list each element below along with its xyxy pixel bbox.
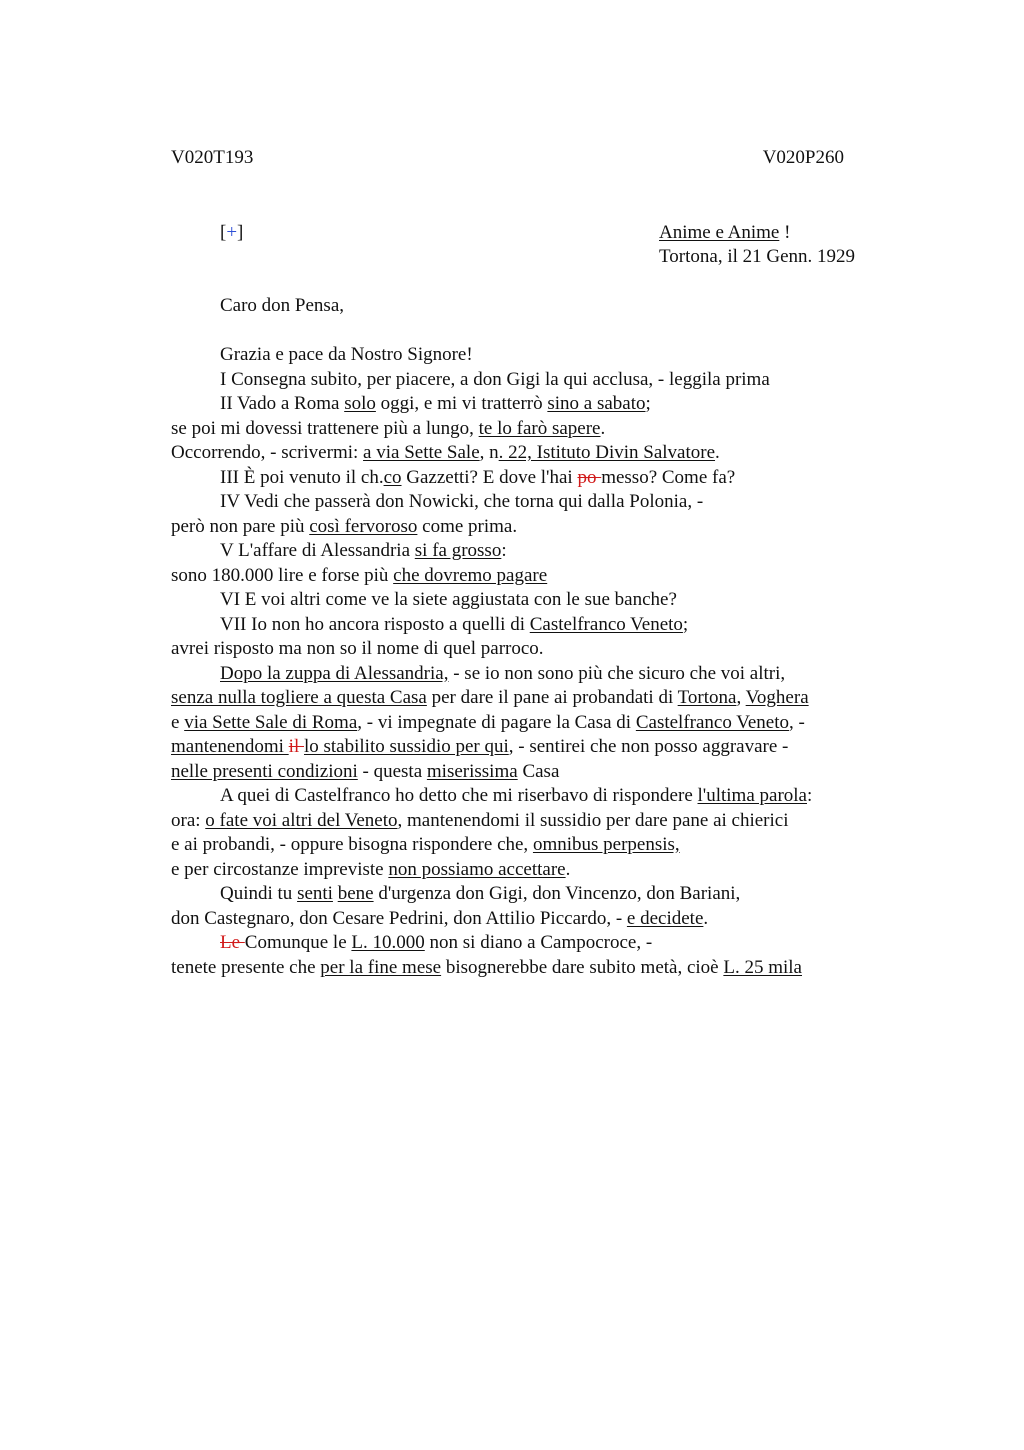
text-segment: VI E voi altri come ve la siete aggiustata con le sue banche? [220, 589, 677, 610]
underlined-text: Tortona [677, 687, 737, 708]
text-segment: ora: [171, 809, 206, 831]
underlined-text: non possiamo accettare [388, 858, 566, 880]
underlined-text: lo stabilito sussidio per qui [303, 736, 509, 757]
underlined-text: o fate voi altri del Veneto [205, 809, 398, 831]
underlined-text: co [383, 466, 402, 488]
underlined-text: nelle presenti condizioni [171, 760, 358, 782]
text-segment: : [501, 540, 507, 561]
cross-close-bracket: ] [237, 222, 244, 243]
letter-heading [659, 221, 855, 269]
letter-line [171, 809, 881, 834]
letter-line [171, 515, 881, 540]
letter-line [171, 833, 881, 858]
text-segment: sono 180.000 lire e forse più [171, 564, 394, 586]
underlined-text: miserissima [426, 760, 518, 782]
header-left-code: V020T193 [171, 147, 254, 168]
text-segment: - se io non sono più che sicuro che voi altri, [448, 662, 786, 684]
letter-line [171, 784, 881, 809]
text-segment: , mantenendomi il sussidio per dare pane ai chierici [397, 809, 789, 831]
underlined-text: omnibus perpensis, [532, 834, 680, 855]
underlined-text: bene [337, 883, 374, 904]
letter-line [171, 907, 881, 932]
text-segment: . [715, 442, 720, 463]
text-segment: ; [645, 393, 651, 414]
letter-line [171, 711, 881, 736]
text-segment: II Vado a Roma [220, 393, 345, 414]
text-segment: e ai probandi, - oppure bisogna rispondere che, [171, 834, 533, 855]
text-segment: però non pare più [171, 515, 310, 537]
text-segment: come prima. [417, 515, 518, 537]
text-segment: bisognerebbe dare subito metà, cioè [441, 956, 724, 978]
text-segment: se poi mi dovessi trattenere più a lungo, [171, 417, 479, 439]
deleted-text: Le [220, 932, 245, 953]
letter-line [171, 735, 881, 760]
text-segment: per dare il pane ai probandati di [426, 687, 678, 708]
text-segment: Quindi tu [220, 883, 298, 904]
letter-line [171, 931, 881, 956]
text-segment: . [703, 907, 709, 929]
motto-suffix: ! [779, 222, 791, 243]
text-segment: ; [682, 613, 689, 635]
text-segment: A quei di Castelfranco ho detto che mi riserbavo di rispondere [220, 785, 698, 806]
text-segment: , [736, 687, 746, 708]
letter-line [171, 343, 881, 368]
text-segment: , - [789, 711, 805, 733]
letter-line [171, 882, 881, 907]
letter-line [171, 417, 881, 442]
text-segment: e per circostanze impreviste [171, 858, 389, 880]
underlined-text: l'ultima parola [697, 785, 807, 806]
letter-line [171, 441, 881, 466]
text-segment: Occorrendo, - scrivermi: [171, 442, 364, 463]
letter-line [171, 539, 881, 564]
underlined-text: L. 10.000 [351, 932, 425, 953]
underlined-text: via Sette Sale di Roma [184, 711, 358, 733]
text-segment: Gazzetti? E dove l'hai [401, 466, 578, 488]
text-segment: don Castegnaro, don Cesare Pedrini, don Attilio Piccardo, - [171, 907, 627, 929]
text-segment: d'urgenza don Gigi, don Vincenzo, don Bariani, [373, 883, 741, 904]
cross-plus-icon: + [226, 222, 238, 243]
motto-line [659, 221, 855, 245]
letter-line [171, 613, 881, 638]
salutation: Caro don Pensa, [220, 295, 345, 316]
letter-line [171, 392, 881, 417]
letter-line [171, 466, 881, 491]
letter-line [171, 760, 881, 785]
text-segment: IV Vedi che passerà don Nowicki, che torna qui dalla Polonia, - [220, 491, 704, 512]
deleted-text: il [288, 736, 304, 757]
letter-body [171, 343, 881, 980]
text-segment: , n [479, 442, 499, 463]
text-segment: messo? Come fa? [601, 466, 736, 488]
text-segment: e [171, 711, 185, 733]
letter-line [171, 368, 881, 393]
underlined-text: . 22, Istituto Divin Salvatore [498, 442, 716, 463]
motto: Anime e Anime [659, 222, 780, 243]
letter-line [171, 637, 881, 662]
letter-line [171, 588, 881, 613]
text-segment: Comunque le [244, 932, 352, 953]
text-segment: Casa [517, 760, 560, 782]
underlined-text: te lo farò sapere [478, 417, 601, 439]
text-segment: tenete presente che [171, 956, 321, 978]
text-segment: avrei risposto ma non so il nome di quel parroco. [171, 638, 544, 659]
header-right-code: V020P260 [762, 147, 844, 168]
text-segment: : [807, 785, 813, 806]
text-segment: - questa [357, 760, 427, 782]
underlined-text: Voghera [745, 687, 809, 708]
underlined-text: e decidete [626, 907, 704, 929]
underlined-text: così fervoroso [309, 515, 418, 537]
underlined-text: per la fine mese [320, 956, 442, 978]
letter-line [171, 956, 881, 981]
underlined-text: senti [297, 883, 333, 904]
cross-mark [220, 221, 243, 245]
letter-line [171, 564, 881, 589]
underlined-text: sino a sabato [547, 393, 646, 414]
underlined-text: Dopo la zuppa di Alessandria, [220, 662, 449, 684]
underlined-text: Castelfranco Veneto [529, 613, 683, 635]
letter-line [171, 490, 881, 515]
deleted-text: po [577, 466, 602, 488]
underlined-text: solo [344, 393, 376, 414]
underlined-text: mantenendomi [171, 736, 289, 757]
underlined-text: Castelfranco Veneto [635, 711, 790, 733]
cross-open-bracket: [ [220, 222, 227, 243]
text-segment: , - vi impegnate di pagare la Casa di [357, 711, 636, 733]
text-segment: . [600, 417, 606, 439]
text-segment: III È poi venuto il ch. [220, 466, 384, 488]
text-segment: V L'affare di Alessandria [220, 540, 415, 561]
letter-line [171, 686, 881, 711]
text-segment: , - sentirei che non posso aggravare - [508, 736, 789, 757]
place-date: Tortona, il 21 Genn. 1929 [659, 246, 856, 267]
underlined-text: senza nulla togliere a questa Casa [171, 687, 427, 708]
text-segment: non si diano a Campocroce, - [424, 932, 653, 953]
underlined-text: a via Sette Sale [363, 442, 480, 463]
text-segment: Grazia e pace da Nostro Signore! [220, 344, 473, 365]
underlined-text: si fa grosso [414, 540, 502, 561]
letter-line [171, 858, 881, 883]
text-segment: I Consegna subito, per piacere, a don Gigi la qui acclusa, - leggila prima [220, 368, 770, 390]
text-segment: oggi, e mi vi tratterrò [375, 393, 548, 414]
letter-line [171, 662, 881, 687]
underlined-text: che dovremo pagare [393, 564, 548, 586]
text-segment: . [565, 858, 571, 880]
text-segment: VII Io non ho ancora risposto a quelli di [220, 613, 530, 635]
underlined-text: L. 25 mila [723, 956, 802, 978]
